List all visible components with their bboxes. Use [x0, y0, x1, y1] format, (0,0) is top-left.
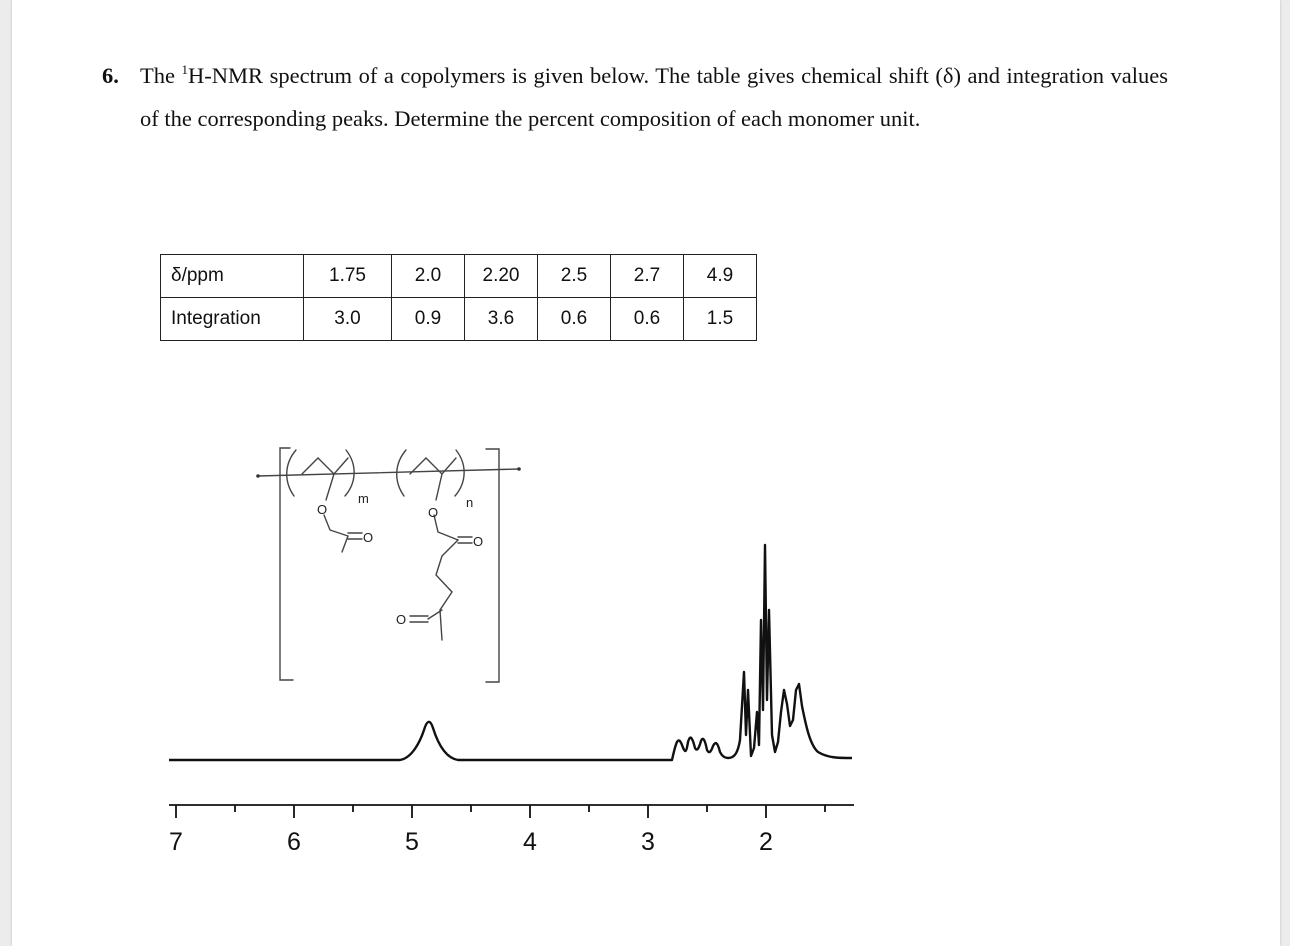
table-cell: 2.5 — [538, 255, 611, 298]
repeat-label-n: n — [466, 495, 474, 510]
axis-tick-label: 2 — [759, 828, 773, 856]
chain-end-dot-left — [256, 474, 260, 478]
table-cell: 3.6 — [465, 298, 538, 341]
repeat-label-m: m — [358, 491, 369, 506]
side-bond-n — [436, 474, 442, 500]
table-cell: 2.0 — [392, 255, 465, 298]
carbonyl-oxygen-m: O — [363, 530, 374, 545]
question-text-lead: The — [140, 63, 182, 88]
axis-tick-label: 5 — [405, 828, 419, 856]
spectrum-axis — [169, 805, 854, 818]
left-bracket — [280, 448, 293, 680]
ketone-oxygen: O — [396, 612, 407, 627]
isotope-superscript: 1 — [181, 62, 189, 77]
chain-end-dot-right — [517, 467, 521, 471]
axis-tick-label: 3 — [641, 828, 655, 856]
table-cell: 1.5 — [684, 298, 757, 341]
axis-tick-label: 4 — [523, 828, 537, 856]
table-cell: 4.9 — [684, 255, 757, 298]
backbone-bond — [258, 469, 518, 476]
table-cell: 2.7 — [611, 255, 684, 298]
ester-m — [324, 515, 348, 552]
ester-n-chain — [434, 515, 458, 640]
copolymer-structure — [258, 448, 518, 682]
carbonyl-oxygen-n: O — [473, 534, 484, 549]
table-cell: 3.0 — [304, 298, 392, 341]
table-cell: 2.20 — [465, 255, 538, 298]
ester-oxygen-n: O — [428, 505, 439, 520]
ester-oxygen-m: O — [317, 502, 328, 517]
paren-4 — [455, 450, 464, 496]
table-cell: 1.75 — [304, 255, 392, 298]
paren-3 — [397, 450, 406, 496]
table-cell: 0.6 — [538, 298, 611, 341]
table-cell: 0.9 — [392, 298, 465, 341]
table-row-label: δ/ppm — [161, 255, 304, 298]
question-text-body: H-NMR spectrum of a copolymers is given below. The table gives chemical shift (δ) and integration values of the corresponding peaks. Determine the percent composition of each monomer unit. — [140, 63, 1168, 131]
right-bracket — [486, 449, 499, 682]
zigzag-m — [302, 458, 348, 474]
paren-1 — [287, 450, 296, 496]
nmr-spectrum-trace — [169, 545, 852, 760]
question-number: 6. — [102, 63, 119, 88]
table-cell: 0.6 — [611, 298, 684, 341]
side-bond-m — [326, 474, 334, 500]
axis-tick-label: 6 — [287, 828, 301, 856]
table-row-label: Integration — [161, 298, 304, 341]
axis-tick-label: 7 — [169, 828, 183, 856]
